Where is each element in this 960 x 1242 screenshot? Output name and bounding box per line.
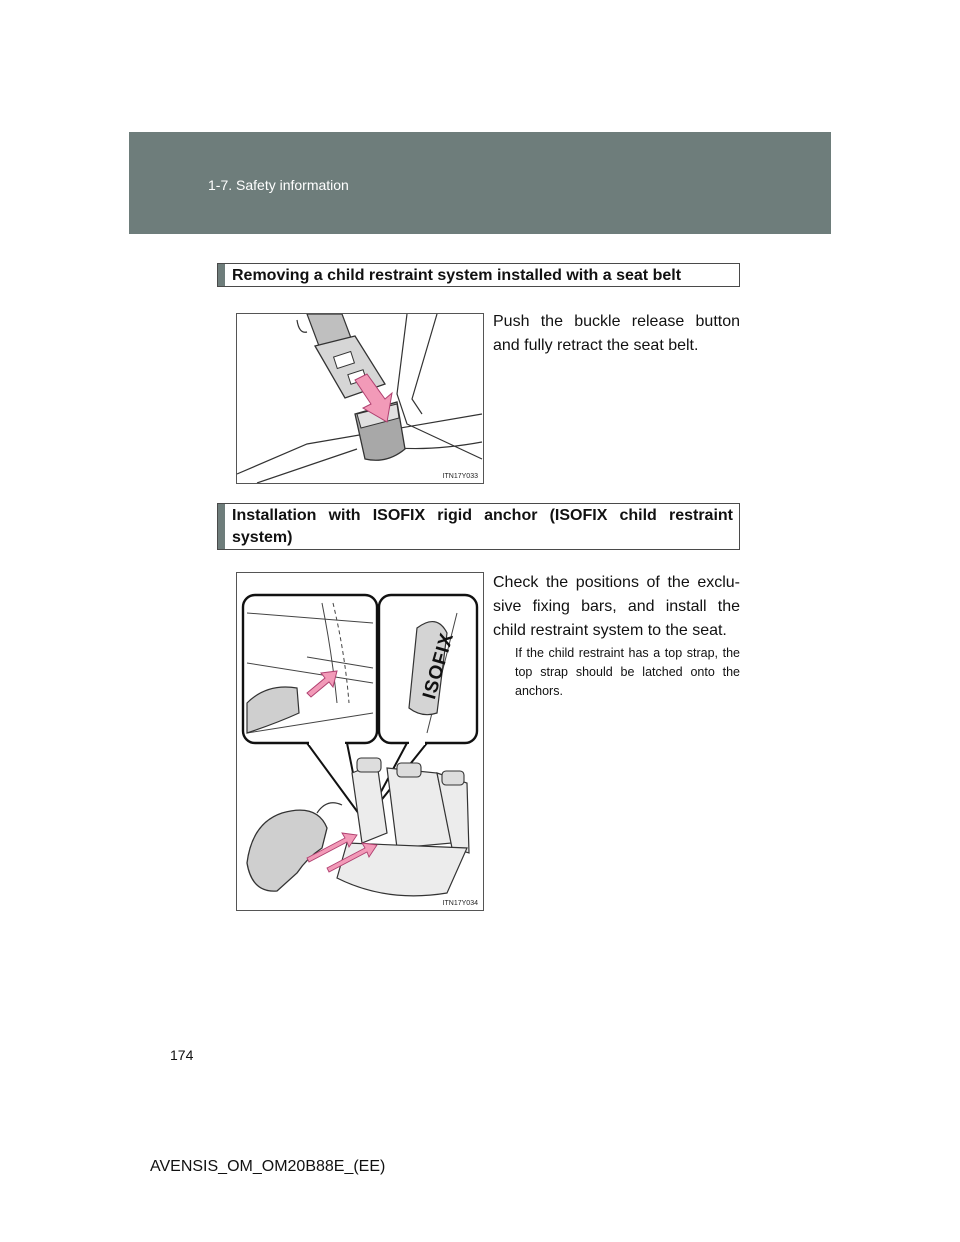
heading-accent-bar [218, 264, 225, 286]
note-text: If the child restraint has a top strap, the top strap should be latched onto the anchors. [515, 646, 740, 698]
isofix-anchor-illustration [236, 572, 484, 911]
heading-text: Removing a child restraint system installed with a seat belt [232, 267, 682, 284]
figure-code: ITN17Y033 [442, 473, 478, 480]
isofix-drawing [237, 573, 483, 910]
buckle-release-drawing [237, 314, 483, 483]
page-number: 174 [170, 1047, 194, 1063]
heading-accent-bar [218, 504, 225, 549]
instruction-text: Push the buckle release button and fully retract the seat belt. [493, 313, 740, 354]
section-heading-isofix [217, 503, 740, 550]
figure-code: ITN17Y034 [442, 900, 478, 907]
page-header [129, 132, 831, 234]
heading-text: Installation with ISOFIX rigid anchor (ISOFIX child restraint system) [232, 507, 733, 546]
instruction-text: Check the positions of the exclu-sive fixing bars, and install the child restraint system to the seat. [493, 574, 740, 639]
isofix-label: ISOFIX [419, 630, 459, 702]
seat-belt-buckle-illustration [236, 313, 484, 484]
section-heading-remove [217, 263, 740, 287]
section-title: 1-7. Safety information [208, 177, 349, 193]
document-code: AVENSIS_OM_OM20B88E_(EE) [150, 1158, 386, 1175]
